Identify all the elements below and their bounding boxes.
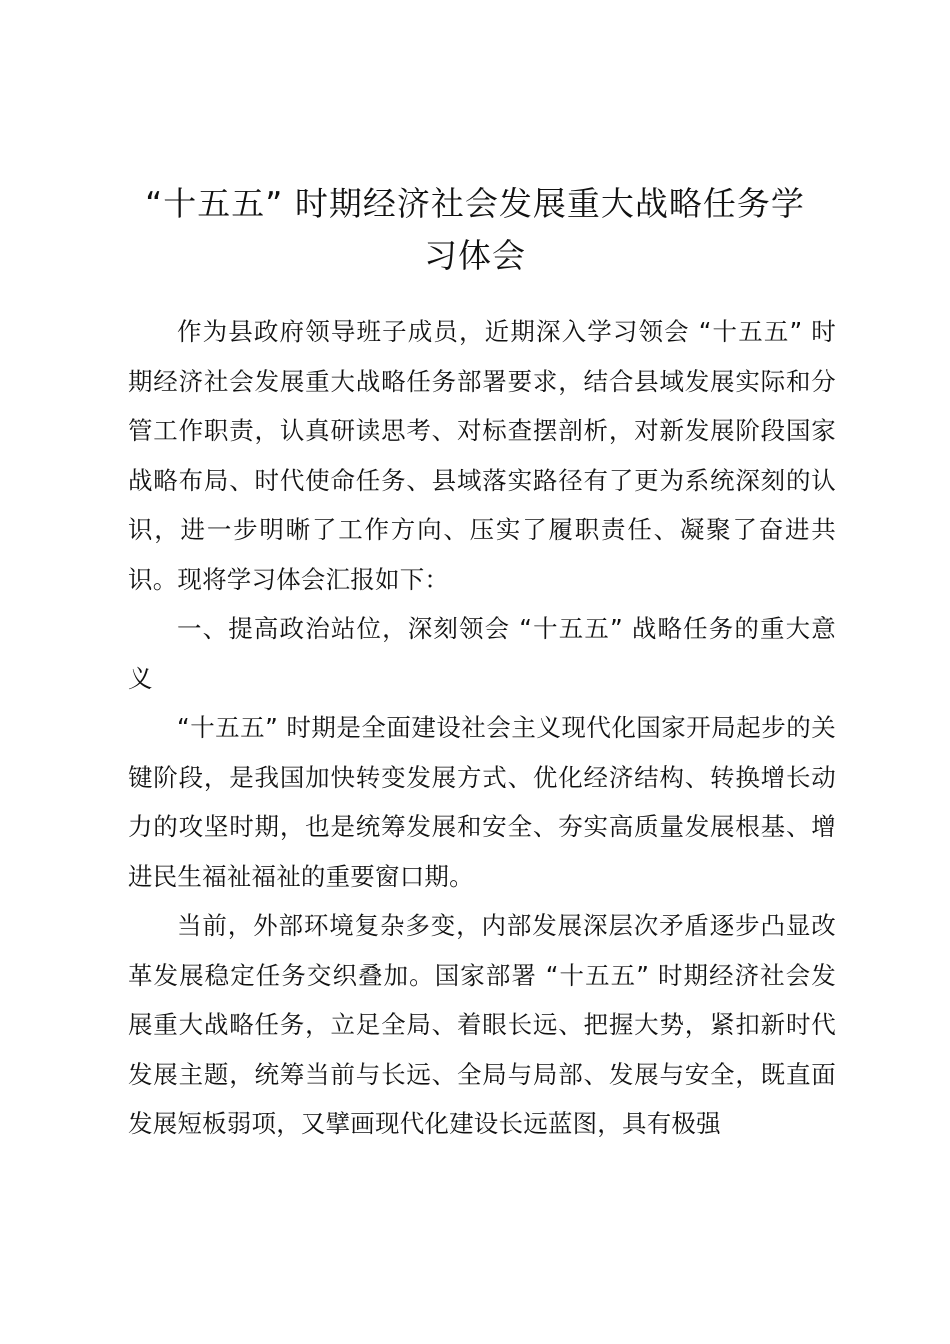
document-body	[128, 307, 836, 1149]
title-line-1: “十五五” 时期经济社会发展重大战略任务学	[145, 184, 805, 223]
section-heading-1: 一、提高政治站位，深刻领会 “十五五” 战略任务的重大意义	[128, 614, 836, 693]
title-line-2: 习体会	[424, 236, 526, 275]
document-title	[120, 178, 830, 282]
intro-paragraph: 作为县政府领导班子成员，近期深入学习领会 “十五五” 时期经济社会发展重大战略任务部署要求，结合县域发展实际和分管工作职责，认真研读思考、对标查摆剖析，对新发展阶段国家战略布局、时代使命任务、县域落实路径有了更为系统深刻的认识，进一步明晰了工作方向、压实了履职责任、凝聚了奋进共识。现将学习体会汇报如下：	[128, 317, 836, 594]
body-paragraph-1: “十五五” 时期是全面建设社会主义现代化国家开局起步的关键阶段，是我国加快转变发展方式、优化经济结构、转换增长动力的攻坚时期，也是统筹发展和安全、夯实高质量发展根基、增进民生福祉福祉的重要窗口期。	[128, 713, 836, 891]
body-paragraph-2: 当前，外部环境复杂多变，内部发展深层次矛盾逐步凸显改革发展稳定任务交织叠加。国家部署 “十五五” 时期经济社会发展重大战略任务，立足全局、着眼长远、把握大势，紧扣新时代发展主题，统筹当前与长远、全局与局部、发展与安全，既直面发展短板弱项，又擘画现代化建设长远蓝图，具有极强	[128, 911, 836, 1138]
